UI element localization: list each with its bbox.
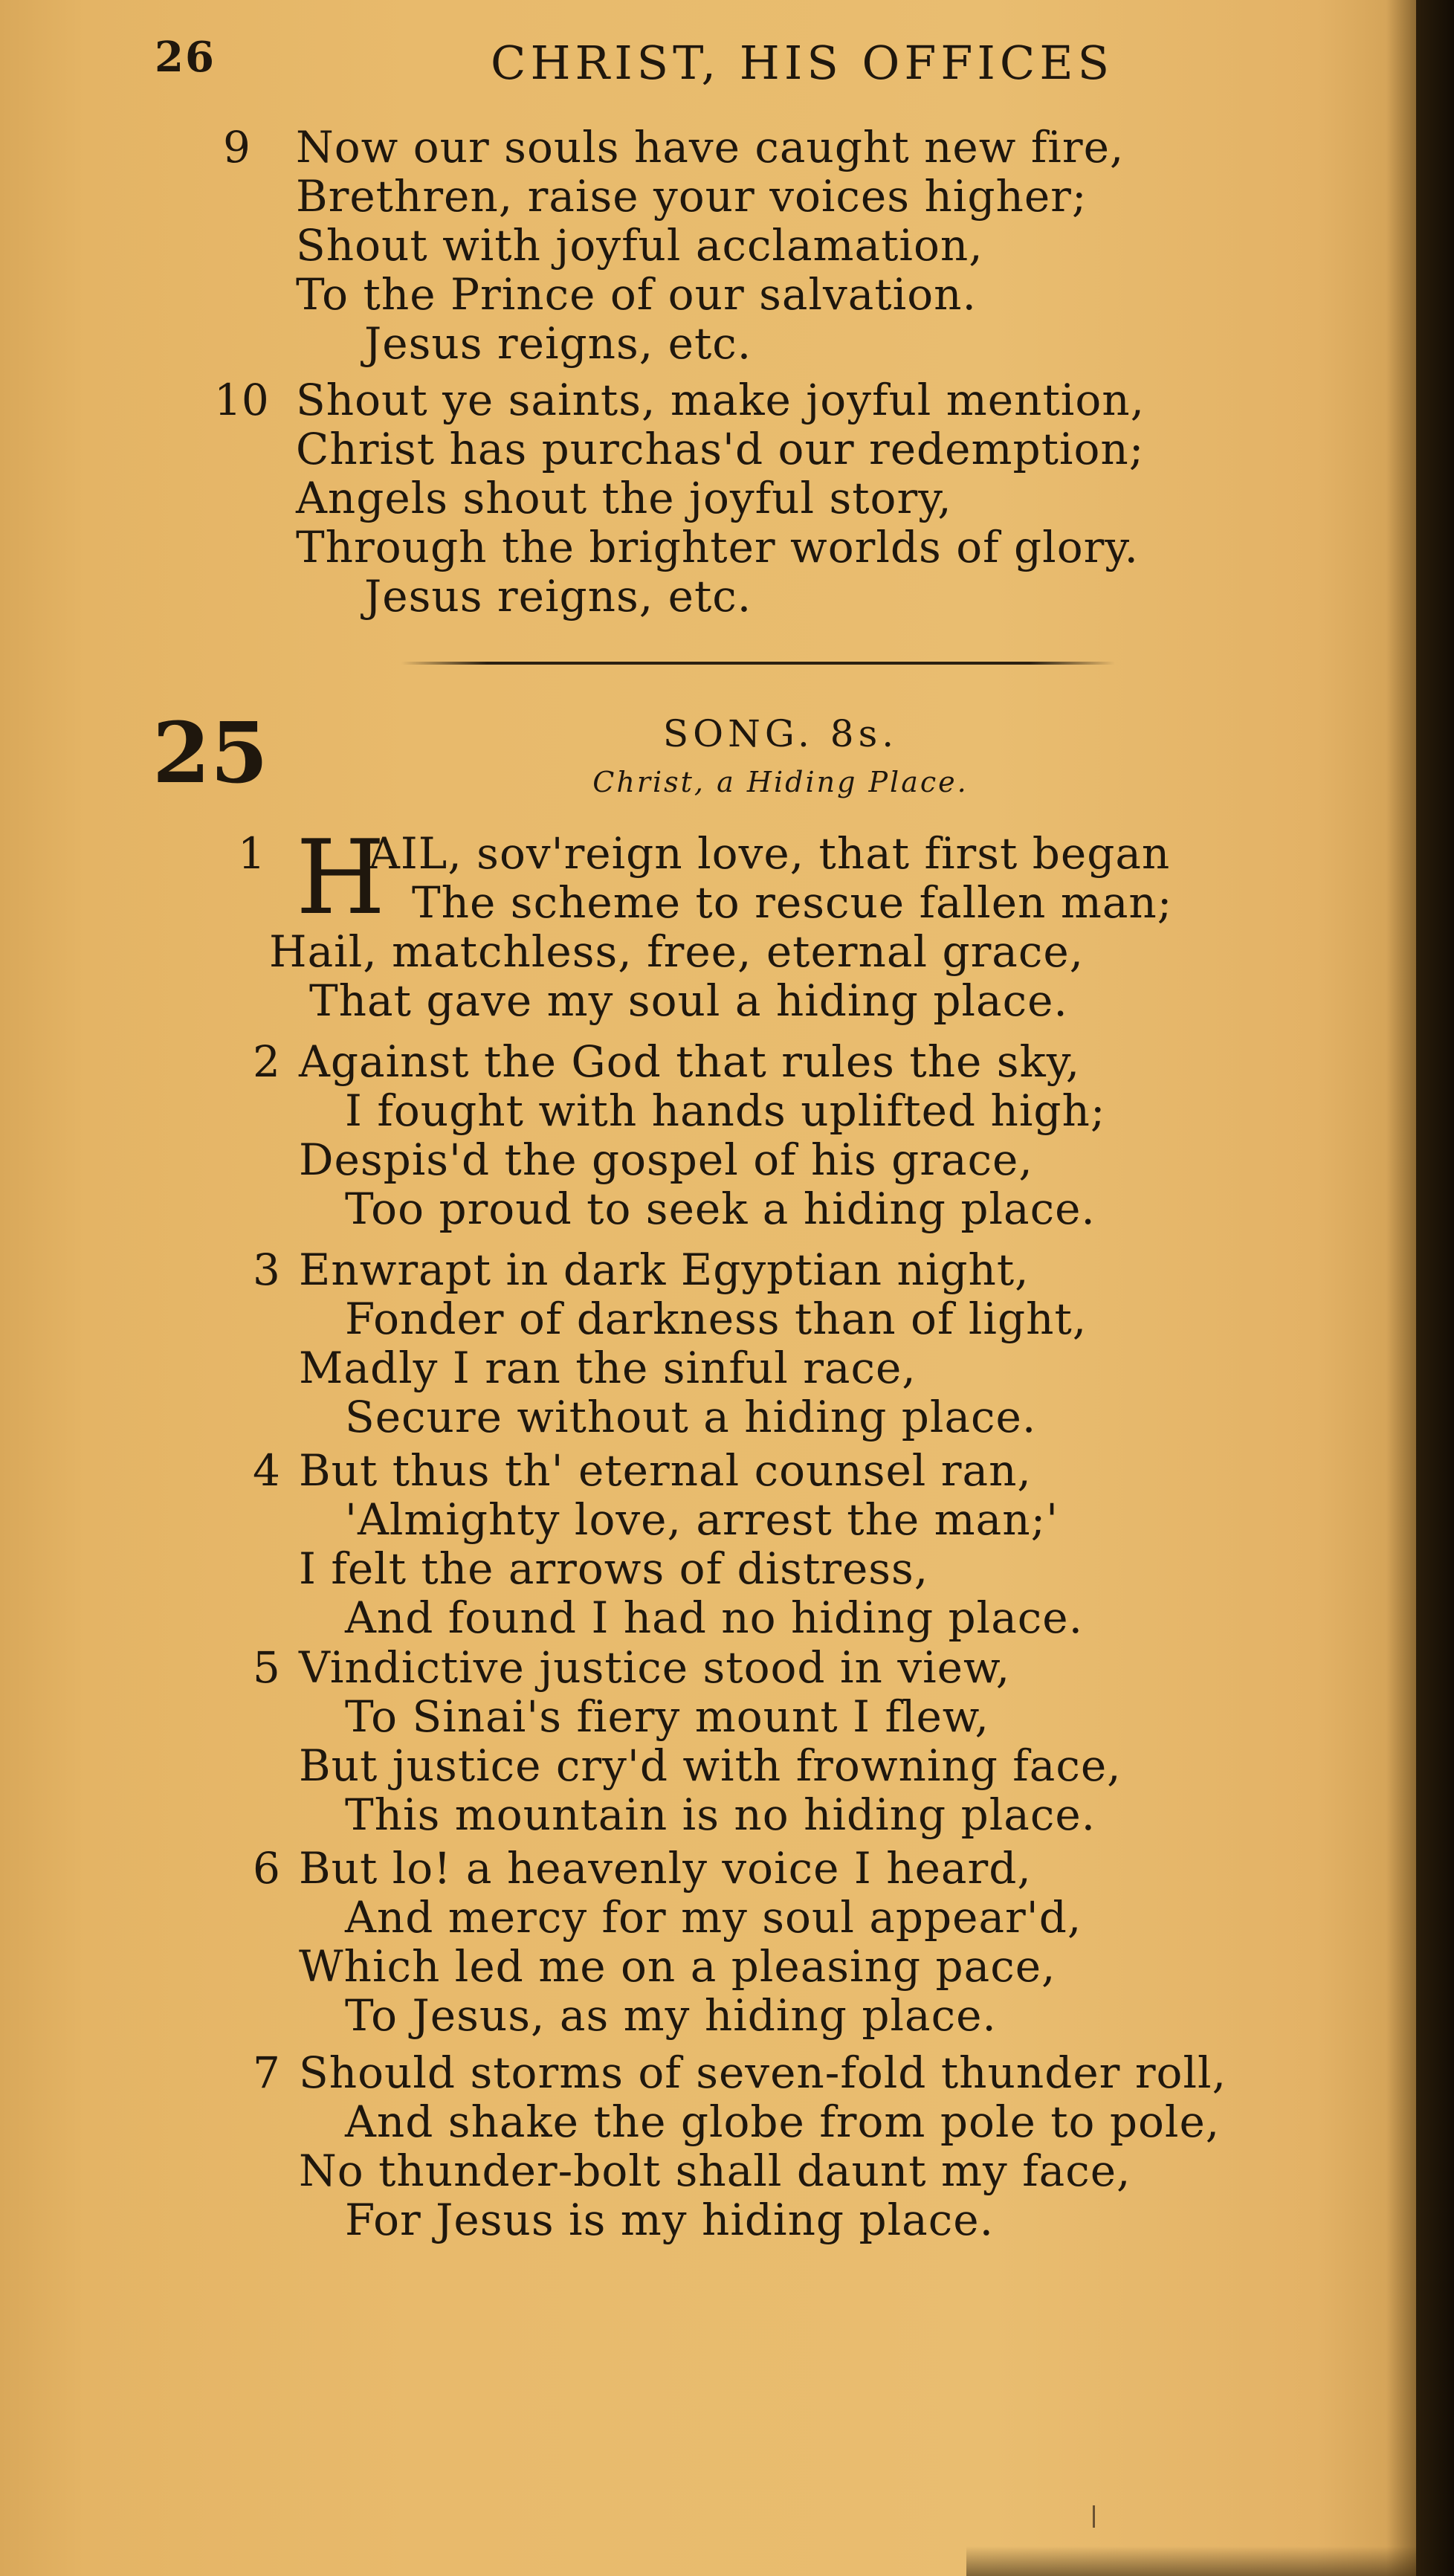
stanza-line: The scheme to rescue fallen man;	[412, 877, 1173, 928]
stanza-line: To Jesus, as my hiding place.	[345, 1990, 997, 2041]
stanza-line: Through the brighter worlds of glory.	[296, 522, 1139, 572]
stanza-line: No thunder-bolt shall daunt my face,	[299, 2146, 1131, 2196]
hymn-number: 25	[152, 705, 268, 802]
book-spine	[1416, 0, 1454, 2576]
stanza-6	[253, 1844, 1219, 2040]
section-divider	[401, 662, 1115, 665]
stanza-line: Angels shout the joyful story,	[296, 473, 952, 523]
stanza-7	[253, 2047, 1227, 2245]
stanza-line: I fought with hands uplifted high;	[345, 1085, 1106, 1136]
stanza-number: 5	[253, 1642, 280, 1693]
stanza-line: Madly I ran the sinful race,	[299, 1343, 917, 1393]
stanza-number: 2	[253, 1036, 280, 1087]
stanza-number: 4	[253, 1445, 280, 1496]
stanza-number: 3	[253, 1245, 280, 1295]
stanza-number: 10	[214, 375, 269, 425]
hymn-title: SONG. 8s.	[662, 712, 899, 755]
stanza-line: For Jesus is my hiding place.	[345, 2195, 995, 2245]
stanza-2	[253, 1037, 1219, 1233]
stanza-1	[223, 818, 1234, 1026]
stanza-line: Enwrapt in dark Egyptian night,	[299, 1245, 1030, 1295]
stanza-line: And shake the globe from pole to pole,	[345, 2096, 1221, 2147]
stanza-line: Hail, matchless, free, eternal grace,	[269, 926, 1085, 977]
stanza-line: I felt the arrows of distress,	[299, 1543, 929, 1594]
stanza-4	[253, 1446, 1219, 1642]
stanza-5	[253, 1643, 1219, 1839]
page-number: 26	[155, 33, 216, 82]
stanza-line: To Sinai's fiery mount I flew,	[345, 1691, 989, 1742]
stanza-line: Should storms of seven-fold thunder roll,	[299, 2047, 1227, 2098]
margin-mark	[1093, 2505, 1095, 2528]
stanza-line: Too proud to seek a hiding place.	[345, 1184, 1096, 1234]
stanza-line: Vindictive justice stood in view,	[299, 1642, 1011, 1693]
stanza-line: But justice cry'd with frowning face,	[299, 1740, 1122, 1791]
stanza-line: To the Prince of our salvation.	[296, 269, 977, 320]
prev-stanza-9	[223, 123, 1189, 368]
stanza-line: And found I had no hiding place.	[345, 1592, 1084, 1643]
stanza-line: Shout ye saints, make joyful mention,	[296, 375, 1146, 425]
stanza-line: Brethren, raise your voices higher;	[296, 171, 1088, 222]
stanza-line: Christ has purchas'd our redemption;	[296, 424, 1145, 474]
stanza-line: Secure without a hiding place.	[345, 1392, 1037, 1442]
prev-stanza-10	[214, 375, 1189, 622]
stanza-number: 1	[238, 828, 265, 879]
stanza-line: And mercy for my soul appear'd,	[345, 1892, 1082, 1943]
hymn-subtitle: Christ, a Hiding Place.	[592, 766, 969, 798]
stanza-line: AIL, sov'reign love, that first began	[369, 828, 1171, 879]
stanza-line: 'Almighty love, arrest the man;'	[345, 1494, 1059, 1545]
stanza-line: Now our souls have caught new fire,	[296, 122, 1125, 172]
running-title: CHRIST, HIS OFFICES	[491, 36, 1114, 90]
page-header	[0, 33, 1416, 92]
stanza-number: 9	[223, 122, 251, 172]
stanza-line: Despis'd the gospel of his grace,	[299, 1134, 1033, 1185]
page-edge-shadow	[966, 2546, 1416, 2576]
stanza-line: This mountain is no hiding place.	[345, 1789, 1096, 1840]
drop-cap-letter: H	[296, 818, 386, 937]
stanza-number: 7	[253, 2047, 280, 2098]
stanza-line: But thus th' eternal counsel ran,	[299, 1445, 1032, 1496]
stanza-line: But lo! a heavenly voice I heard,	[299, 1843, 1032, 1894]
stanza-3	[253, 1245, 1219, 1442]
stanza-line: Fonder of darkness than of light,	[345, 1294, 1088, 1344]
stanza-refrain: Jesus reigns, etc.	[364, 571, 752, 622]
stanza-line: That gave my soul a hiding place.	[309, 975, 1068, 1026]
stanza-line: Shout with joyful acclamation,	[296, 220, 983, 271]
stanza-refrain: Jesus reigns, etc.	[364, 318, 752, 369]
stanza-line: Against the God that rules the sky,	[299, 1036, 1081, 1087]
stanza-line: Which led me on a pleasing pace,	[299, 1941, 1056, 1992]
stanza-number: 6	[253, 1843, 280, 1894]
